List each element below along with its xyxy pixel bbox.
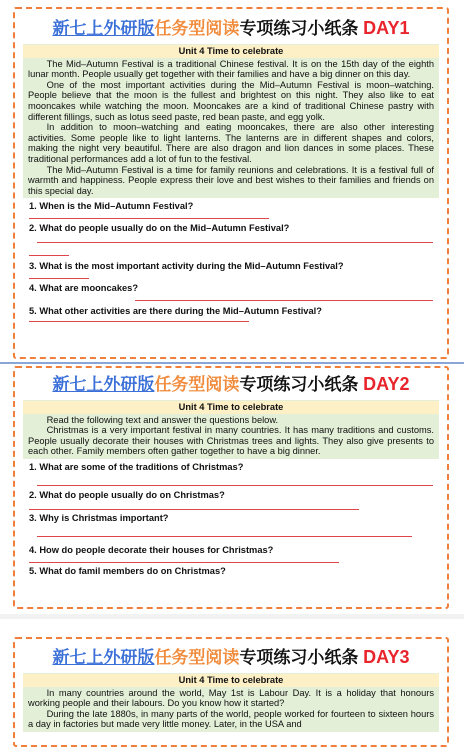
unit-heading: Unit 4 Time to celebrate: [23, 401, 439, 414]
answer-line[interactable]: [135, 300, 433, 301]
unit-heading: Unit 4 Time to celebrate: [23, 45, 439, 58]
answer-line[interactable]: [29, 509, 359, 510]
worksheet-day2: [13, 366, 449, 609]
answer-line[interactable]: [29, 255, 69, 256]
worksheet-title: 新七上外研版任务型阅读专项练习小纸条 DAY2: [52, 374, 410, 394]
question: 4. What are mooncakes?: [29, 283, 139, 294]
question: 3. Why is Christmas important?: [29, 512, 169, 523]
paragraph: During the late 1880s, in many parts of the world, people worked for fourteen to sixteen hours a day in factories but made very little money. Later, in the USA and: [28, 708, 434, 730]
unit-heading: Unit 4 Time to celebrate: [23, 674, 439, 687]
day-label: DAY1: [363, 18, 410, 38]
worksheet-day3: [13, 637, 449, 747]
answer-line[interactable]: [37, 242, 433, 243]
question: 5. What other activities are there during the Mid–Autumn Festival?: [29, 306, 322, 317]
answer-line[interactable]: [29, 278, 89, 279]
question: 4. How do people decorate their houses for Christmas?: [29, 544, 274, 555]
worksheet-day1: [13, 7, 449, 359]
separator-band: [0, 614, 464, 619]
paragraph: Christmas is a very important festival in many countries. It has many traditions and customs. People usually decorate their houses with Christmas trees and lights. They also give presents to each other. Family members often gather together to have a big dinner.: [28, 425, 434, 457]
paragraph: In addition to moon–watching and eating mooncakes, there are also other interesting activities. Some people like to light lanterns. The lanterns are in different shapes and colors, making the night very beautiful. There are also dragon and lion dances in some places. These traditional performances add a lot of fun to the festival.: [28, 122, 434, 164]
question: 1. When is the Mid–Autumn Festival?: [29, 201, 194, 212]
question: 1. What are some of the traditions of Christmas?: [29, 461, 244, 472]
question: 3. What is the most important activity during the Mid–Autumn Festival?: [29, 261, 344, 272]
worksheet-title: 新七上外研版任务型阅读专项练习小纸条 DAY1: [52, 18, 410, 38]
answer-line[interactable]: [29, 218, 269, 219]
paragraph: The Mid–Autumn Festival is a traditional Chinese festival. It is on the 15th day of the eighth lunar month. People usually get together with their families and have a big dinner on this day.: [28, 58, 434, 80]
paragraph: The Mid–Autumn Festival is a time for family reunions and celebrations. It is a festival full of warmth and happiness. People express their love and best wishes to their families and friends on this special day.: [28, 164, 434, 196]
reading-passage: [23, 673, 439, 732]
question: 2. What do people usually do on the Mid–Autumn Festival?: [29, 223, 290, 234]
divider-line: [0, 362, 464, 364]
question: 5. What do famil members do on Christmas?: [29, 565, 226, 576]
question: 2. What do people usually do on Christmas?: [29, 489, 225, 500]
day-label: DAY2: [363, 374, 410, 394]
worksheet-title: 新七上外研版任务型阅读专项练习小纸条 DAY3: [52, 647, 410, 667]
reading-passage: [23, 400, 439, 459]
paragraph: In many countries around the world, May 1st is Labour Day. It is a holiday that honours working people and their labours. Do you know how it started?: [28, 687, 434, 709]
answer-line[interactable]: [29, 321, 249, 322]
day-label: DAY3: [363, 647, 410, 667]
answer-line[interactable]: [29, 562, 339, 563]
answer-line[interactable]: [37, 536, 412, 537]
paragraph: One of the most important activities during the Mid–Autumn Festival is moon–watching. People believe that the moon is the fullest and brightest on this night. They also like to eat mooncakes while watching the moon. Mooncakes are a kind of traditional Chinese pastry with different fillings, such as lotus seed paste, red bean paste, and egg yolk.: [28, 79, 434, 122]
reading-passage: [23, 44, 439, 198]
paragraph: Read the following text and answer the questions below.: [46, 414, 279, 425]
answer-line[interactable]: [37, 485, 433, 486]
